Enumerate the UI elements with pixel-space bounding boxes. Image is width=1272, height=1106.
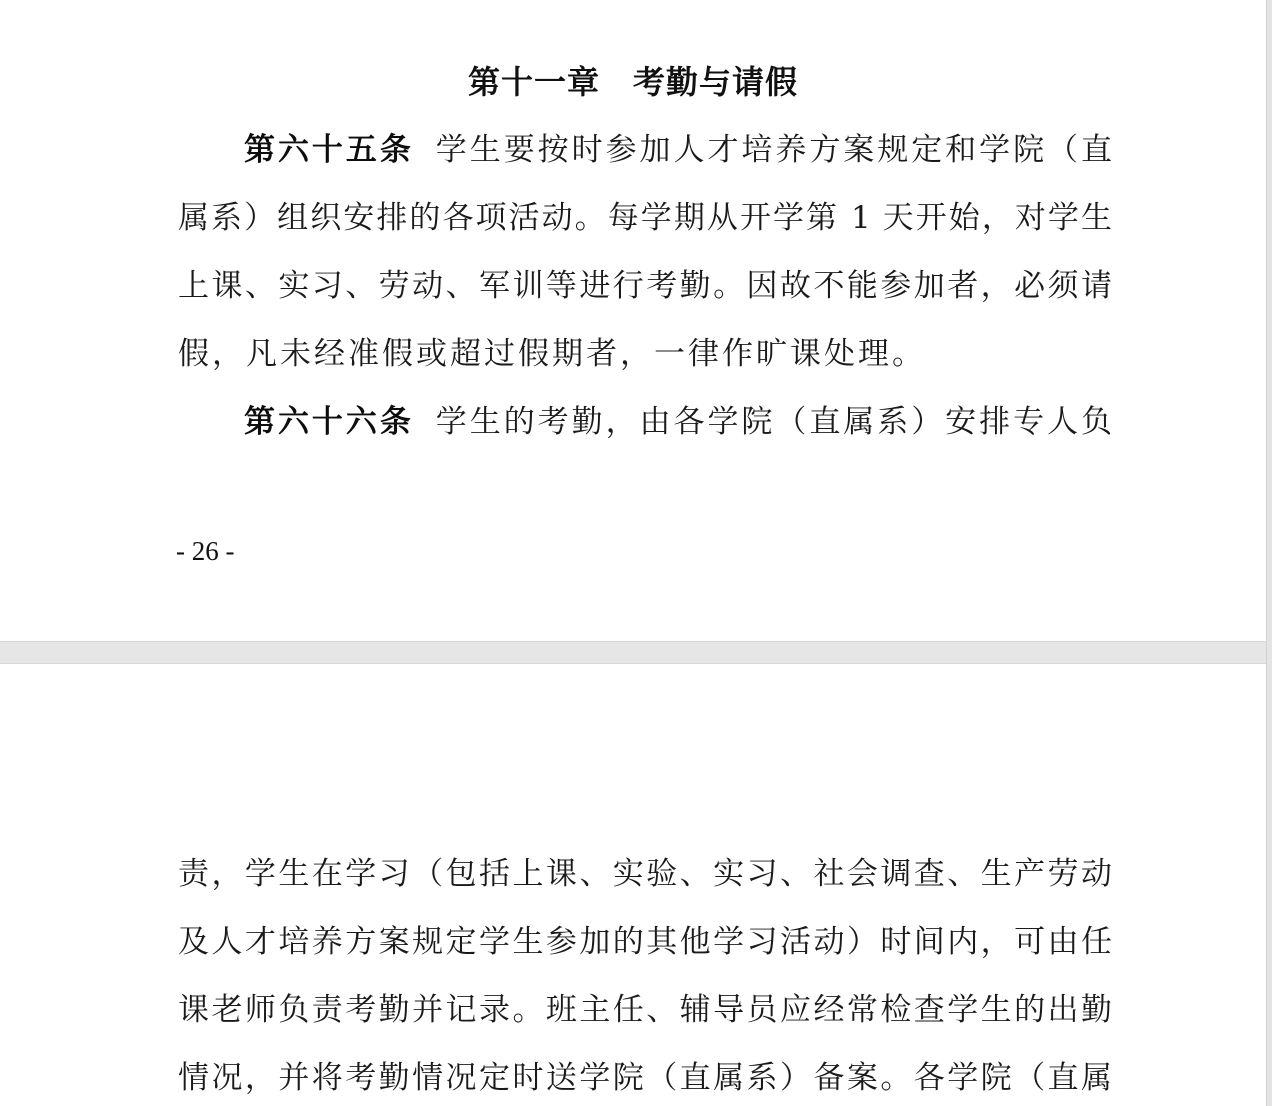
article-66-text-1: 学生的考勤，由各学院（直属系）安排专人负 [435,404,1113,440]
article-65-line-3: 上课、实习、劳动、军训等进行考勤。因故不能参加者，必须请 [178,268,1112,304]
article-66-line-1 [244,388,1112,456]
page-number: - 26 - [176,536,235,566]
article-66-number: 第六十六条 [244,404,414,440]
article-65-number: 第六十五条 [244,132,414,168]
article-65-line-1 [244,116,1112,184]
article-65-line-4: 假，凡未经准假或超过假期者，一律作旷课处理。 [178,336,926,372]
chapter-title: 第十一章 考勤与请假 [467,63,798,101]
viewer-right-edge [1266,0,1272,1106]
article-66-line-4: 课老师负责考勤并记录。班主任、辅导员应经常检查学生的出勤 [178,992,1112,1028]
article-65-line-2: 属系）组织安排的各项活动。每学期从开学第 1 天开始，对学生 [178,200,1112,236]
document-page-27 [0,664,1266,1106]
article-66-line-5: 情况，并将考勤情况定时送学院（直属系）备案。各学院（直属 [178,1060,1112,1096]
article-66-line-3: 及人才培养方案规定学生参加的其他学习活动）时间内，可由任 [178,924,1112,960]
page-separator [0,641,1272,664]
article-65-text-1: 学生要按时参加人才培养方案规定和学院（直 [435,132,1113,168]
article-66-line-2: 责，学生在学习（包括上课、实验、实习、社会调查、生产劳动 [178,856,1112,892]
